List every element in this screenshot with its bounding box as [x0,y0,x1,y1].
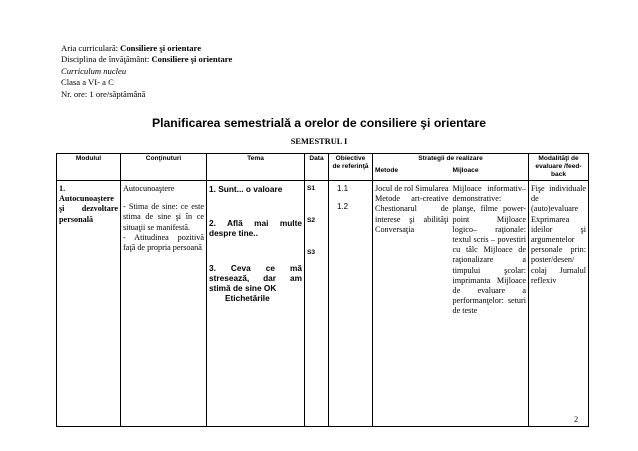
data-2: S2 [307,217,316,225]
page-number: 2 [574,415,579,424]
data-1: S1 [307,185,316,192]
header-metode: Metode [373,167,451,181]
semester-heading: SEMESTRUL I [290,137,348,146]
disciplina-value: Consiliere şi orientare [151,54,233,65]
header-continuturi: Conţinuturi [121,154,207,181]
page-title: Planificarea semestrială a orelor de consiliere şi orientare [152,116,486,130]
cell-evaluare: Fişe individuale de (auto)evaluare Exprimarea ideilor şi argumentelor personale prin: poster/desen/ colaj Jurnalul reflexiv [529,181,589,427]
clasa-line: Clasa a VI- a C [61,77,114,88]
header-mijloace: Mijloace [451,167,529,181]
continut-1: Autocunoaştere [123,184,175,193]
curriculum-line [61,66,232,77]
header-obiective: Obiective de referinţă [329,154,373,181]
tema-3: 3. Ceva ce mă stresează, dar am stimă de sine OK [209,262,302,294]
disciplina-label: Disciplina de învăţământ: [61,54,152,65]
header-tema: Tema [207,154,305,181]
cell-mijloace: Mijloace informativ– demonstrative: planşe, filme power-point Mijloace logico– raţionale: textul scris – povestiri cu tâlc Mijloace de raţionalizare a timpului şcolar: imprimanta Mijloace de evaluare a performanţelor: seturi de teste [451,181,529,427]
continut-3: - Atitudinea pozitivă faţă de propria persoană [123,232,204,253]
continut-2: - Stima de sine: ce este stima de sine şi în ce situaţii se manifestă. [123,202,204,232]
header-meta [61,43,232,100]
planning-table [56,153,589,427]
tema-2: 2. Află mai multe despre tine.. [209,218,302,239]
ore-line: Nr. ore: 1 ore/săptămână [61,88,146,99]
tema-3b: Etichetările [225,293,270,304]
table-row [57,181,589,427]
aria-value: Consiliere şi orientare [120,43,202,53]
obiectiv-2: 1.2 [337,202,349,212]
cell-modul: 1. Autocunoaştere şi dezvoltare personală [57,181,121,427]
data-3: S3 [307,249,316,257]
header-strategii: Strategii de realizare [373,154,529,168]
cell-obiective [329,181,373,427]
header-modalitati: Modalităţi de evaluare /feed-back [529,154,589,181]
cell-data [305,181,329,427]
header-modul: Modulul [57,154,121,181]
aria-line [61,43,232,54]
cell-tema [207,181,305,427]
cell-metode: Jocul de rol Simularea Metode art-creative Chestionarul de interese şi abilităţi Conversaţia [373,181,451,427]
header-data: Data [305,154,329,181]
obiectiv-1: 1.1 [337,184,349,193]
tema-1: 1. Sunt... o valoare [209,184,283,194]
cell-continuturi [121,181,207,427]
curriculum-text: Curriculum nucleu [61,65,127,76]
table-header-row [57,154,589,168]
aria-label: Aria curriculară: [61,43,121,53]
disciplina-line [61,54,232,65]
